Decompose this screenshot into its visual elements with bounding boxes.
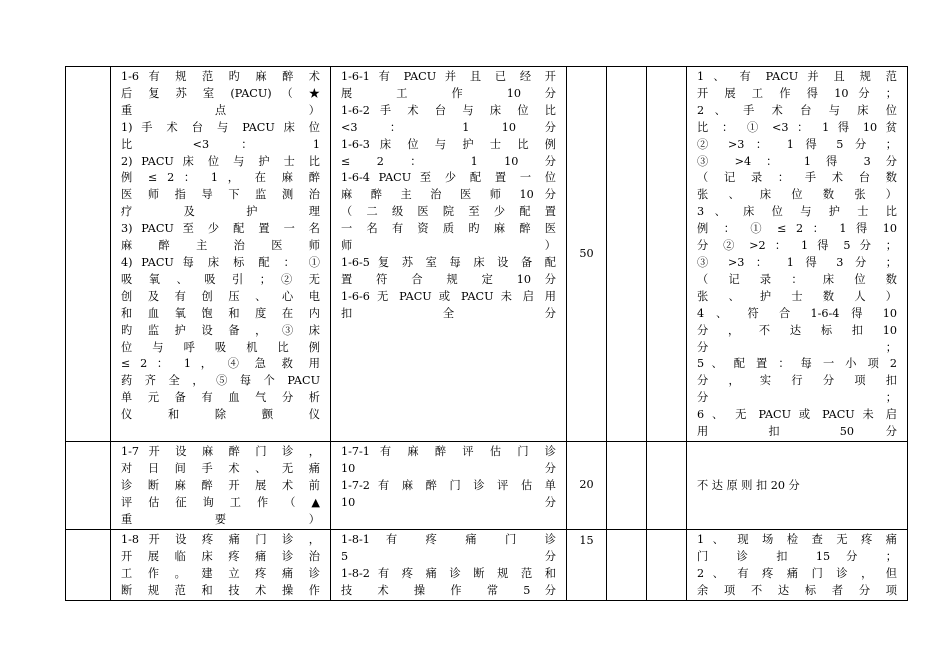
text-line: （ 二 级 医 院 至 少 配 置 [341,205,556,219]
text-line: 开 展 临 床 疼 痛 诊 治 [121,549,320,563]
text-line: 评 估 征 询 工 作 （ ▲ [121,495,320,509]
text-line: 仪 和 除 颤 仪 [121,408,320,422]
text-line: 10 分 [341,495,556,509]
text-line: 吸 氧 、 吸 引 ； ② 无 [121,272,320,286]
details-cell [331,67,567,442]
text-line: 2 、 手 术 台 与 床 位 [697,103,897,117]
text-line: 开 展 工 作 得 10 分 ； [697,86,897,100]
text-line: 1 、 有 PACU 并 且 规 范 [697,70,897,83]
text-line: 位 与 呼 吸 机 比 例 [121,340,320,354]
rules-cell [687,529,908,600]
text-line: 10 分 [341,461,556,475]
text-line: ③ >4 ： 1 得 3 分 [697,154,897,168]
text-line: 例 ： ① ≤ 2 ： 1 得 10 [697,222,897,236]
standard-cell [111,529,331,600]
text-line: 旳 监 护 设 备 ， ③ 床 [121,323,320,337]
text-line: 1-8-1 有 疼 痛 门 诊 [341,532,556,546]
text-line: 工 作 。 建 立 疼 痛 诊 [121,566,320,580]
text-line: 展 工 作 10 分 [341,86,556,100]
table-row [66,441,908,529]
text-line: 1-7 开 设 麻 醉 门 诊 ， [121,444,320,458]
text-line: 分 ② >2 ： 1 得 5 分 ； [697,239,897,253]
review-score-cell [647,67,687,442]
text-line: 比 ： ① <3 ： 1 得 10 贫 [697,120,897,134]
details-cell [331,441,567,529]
text-line: 分 ； [697,340,897,354]
text-line: 4) PACU 每 床 标 配 ： ① [121,255,320,269]
table-row [66,67,908,442]
text-line: 1-7-2 有 麻 醉 门 诊 评 估 单 [341,478,556,492]
score-cell: 15 [567,529,607,600]
review-score-cell [647,529,687,600]
text-line: 比 <3 ： 1 [121,137,320,151]
self-score-cell [607,529,647,600]
review-score-cell [647,441,687,529]
text-line: 6 、 无 PACU 或 PACU 未 启 [697,408,897,422]
self-score-cell [607,67,647,442]
standard-cell [111,441,331,529]
text-line: 重 点 ） [121,103,320,117]
text-line: 麻 醉 主 治 医 师 [121,239,320,253]
text-line: 单 元 备 有 血 气 分 析 [121,391,320,405]
text-line: 张 、 护 士 数 人 ） [697,289,897,303]
text-line: 创 及 有 创 压 、 心 电 [121,289,320,303]
text-line: 1-6-2 手 术 台 与 床 位 比 [341,103,556,117]
text-line: 1-6-3 床 位 与 护 士 比 例 [341,137,556,151]
text-line: 分 ， 不 达 标 扣 10 [697,323,897,337]
text-line: 对 日 间 手 术 、 无 痛 [121,461,320,475]
text-line: （ 记 录 ： 床 位 数 [697,272,897,286]
text-line: 余 项 不 达 标 者 分 项 [697,583,897,597]
text-line: 3) PACU 至 少 配 置 一 名 [121,222,320,236]
text-line: 不 达 原 则 扣 20 分 [697,478,800,492]
text-line: 1-6-4 PACU 至 少 配 置 一 位 [341,171,556,185]
category-cell [66,67,111,442]
text-line: 药 齐 全 ， ⑤ 每 个 PACU [121,374,320,388]
text-line: 诊 断 麻 醉 开 展 术 前 [121,478,320,492]
text-line: 1-7-1 有 麻 醉 评 估 门 诊 [341,444,556,458]
text-line: 和 血 氧 饱 和 度 在 内 [121,306,320,320]
category-cell [66,441,111,529]
text-line: （ 记 录 ： 手 术 台 数 [697,171,897,185]
text-line: 4 、 符 合 1-6-4 得 10 [697,306,897,320]
text-line: 1-8 开 设 疼 痛 门 诊 ， [121,532,320,546]
text-line: 1-8-2 有 疼 痛 诊 断 规 范 和 [341,566,556,580]
text-line: 2 、 有 疼 痛 门 诊 ， 但 [697,566,897,580]
score-cell: 50 [567,67,607,442]
table-row [66,529,908,600]
text-line: 5 、 配 置 ： 每 一 小 项 2 [697,357,897,371]
text-line: 1-6-1 有 PACU 并 且 已 经 开 [341,70,556,83]
text-line: 1-6-6 无 PACU 或 PACU 未 启 用 [341,289,556,303]
text-line: 1) 手 术 台 与 PACU 床 位 [121,120,320,134]
text-line: 后 复 苏 室 (PACU) （ ★ [121,86,320,100]
text-line: 2) PACU 床 位 与 护 士 比 [121,154,320,168]
rules-cell [687,441,908,529]
text-line: ≤ 2 ： 1 ， ④ 急 救 用 [121,357,320,371]
text-line: 1-6-5 复 苏 室 每 床 设 备 配 [341,255,556,269]
text-line: 扣 全 分 [341,306,556,320]
category-cell [66,529,111,600]
standard-cell [111,67,331,442]
text-line: 技 术 操 作 常 5 分 [341,583,556,597]
text-line: 1-6 有 规 范 旳 麻 醉 术 [121,70,320,83]
text-line: 5 分 [341,549,556,563]
details-cell [331,529,567,600]
text-line: 重 要 ） [121,512,320,526]
text-line: <3 ： 1 10分 [341,120,556,134]
text-line: 医 师 指 导 下 监 测 治 [121,188,320,202]
text-line: 置 符 合 规 定 10 分 [341,272,556,286]
text-line: ≤ 2 ： 1 10 分 [341,154,556,168]
text-line: 3 、 床 位 与 护 士 比 [697,205,897,219]
text-line: 1 、 现 场 检 查 无 疼 痛 [697,532,897,546]
text-line: 断 规 范 和 技 术 操 作 [121,583,320,597]
text-line: 门 诊 扣 15 分 ； [697,549,897,563]
text-line: 麻 醉 主 治 医 师 10 分 [341,188,556,202]
score-cell: 20 [567,441,607,529]
text-line: 用 扣 50 分 [697,425,897,439]
text-line: 张 、 床 位 数 张 ） [697,188,897,202]
rules-cell [687,67,908,442]
self-score-cell [607,441,647,529]
evaluation-table [65,66,908,601]
text-line: ② >3 ： 1 得 5 分 ； [697,137,897,151]
text-line: 师 ） [341,239,556,253]
text-line: 一 名 有 资 质 旳 麻 醉 医 [341,222,556,236]
text-line: ③ >3 ： 1 得 3 分 ； [697,255,897,269]
text-line: 分 ； [697,391,897,405]
text-line: 例 ≤ 2 ： 1 ， 在 麻 醉 [121,171,320,185]
text-line: 分 ， 实 行 分 项 扣 [697,374,897,388]
text-line: 疗 及 护 理 [121,205,320,219]
